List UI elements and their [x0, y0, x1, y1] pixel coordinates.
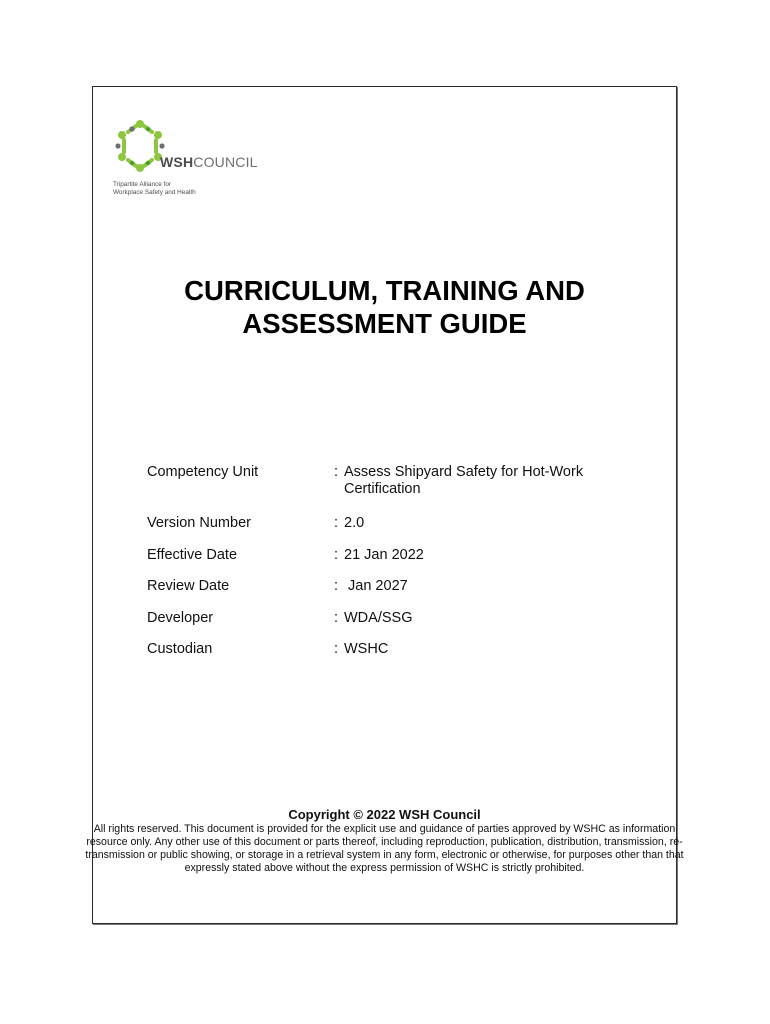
detail-row-custodian — [147, 641, 617, 672]
detail-value: : Jan 2027 — [334, 578, 408, 594]
detail-label: Review Date — [147, 578, 230, 594]
logo-tagline — [113, 181, 253, 197]
detail-value-line1: Assess Shipyard Safety for Hot-Work — [344, 464, 584, 480]
copyright-notice — [85, 807, 684, 875]
detail-value-line1: Jan 2027 — [344, 578, 408, 594]
wsh-council-logo — [110, 118, 270, 200]
detail-row-version-number — [147, 515, 617, 547]
detail-row-review-date — [147, 578, 617, 610]
detail-value-line1: WDA/SSG — [344, 610, 413, 626]
detail-value-line2: Certification — [344, 481, 421, 497]
detail-value: : WDA/SSG — [334, 610, 413, 626]
detail-row-competency-unit — [147, 464, 617, 515]
detail-value: : 21 Jan 2022 — [334, 547, 424, 563]
detail-value: : 2.0 — [334, 515, 365, 531]
document-title — [92, 274, 677, 340]
document-details — [147, 464, 617, 672]
detail-row-effective-date — [147, 547, 617, 578]
copyright-heading: Copyright © 2022 WSH Council — [288, 807, 481, 822]
document-title-line2: ASSESSMENT GUIDE — [242, 308, 527, 339]
logo-wordmark — [160, 154, 258, 170]
document-title-line1: CURRICULUM, TRAINING AND — [184, 275, 585, 306]
logo-brand-regular: COUNCIL — [193, 154, 258, 170]
detail-value-line1: 2.0 — [344, 515, 365, 531]
logo-tagline-line2: Workplace Safety and Health — [113, 189, 196, 196]
copyright-body: All rights reserved. This document is provided for the explicit use and guidance of parties approved by WSHC as information resource only. Any other use of this document or parts thereof, including reproduction, publication, distribution, transmission, re-transmission or public showing, or storage in a retrieval system in any form, electronic or otherwise, for purposes other than that expressly stated above without the express permission of WSHC is strictly prohibited. — [85, 823, 684, 875]
detail-value-line1: 21 Jan 2022 — [344, 547, 424, 563]
detail-label: Custodian — [147, 641, 213, 657]
detail-row-developer — [147, 610, 617, 641]
logo-brand-bold: WSH — [160, 154, 194, 170]
detail-label: Effective Date — [147, 547, 238, 563]
detail-label: Competency Unit — [147, 464, 259, 480]
logo-tagline-line1: Tripartite Alliance for — [113, 181, 172, 188]
detail-label: Developer — [147, 610, 214, 626]
detail-value: : WSHC — [334, 641, 389, 657]
detail-value: : Assess Shipyard Safety for Hot-Work Certification — [334, 464, 617, 515]
detail-value-line1: WSHC — [344, 641, 389, 657]
detail-label: Version Number — [147, 515, 251, 531]
